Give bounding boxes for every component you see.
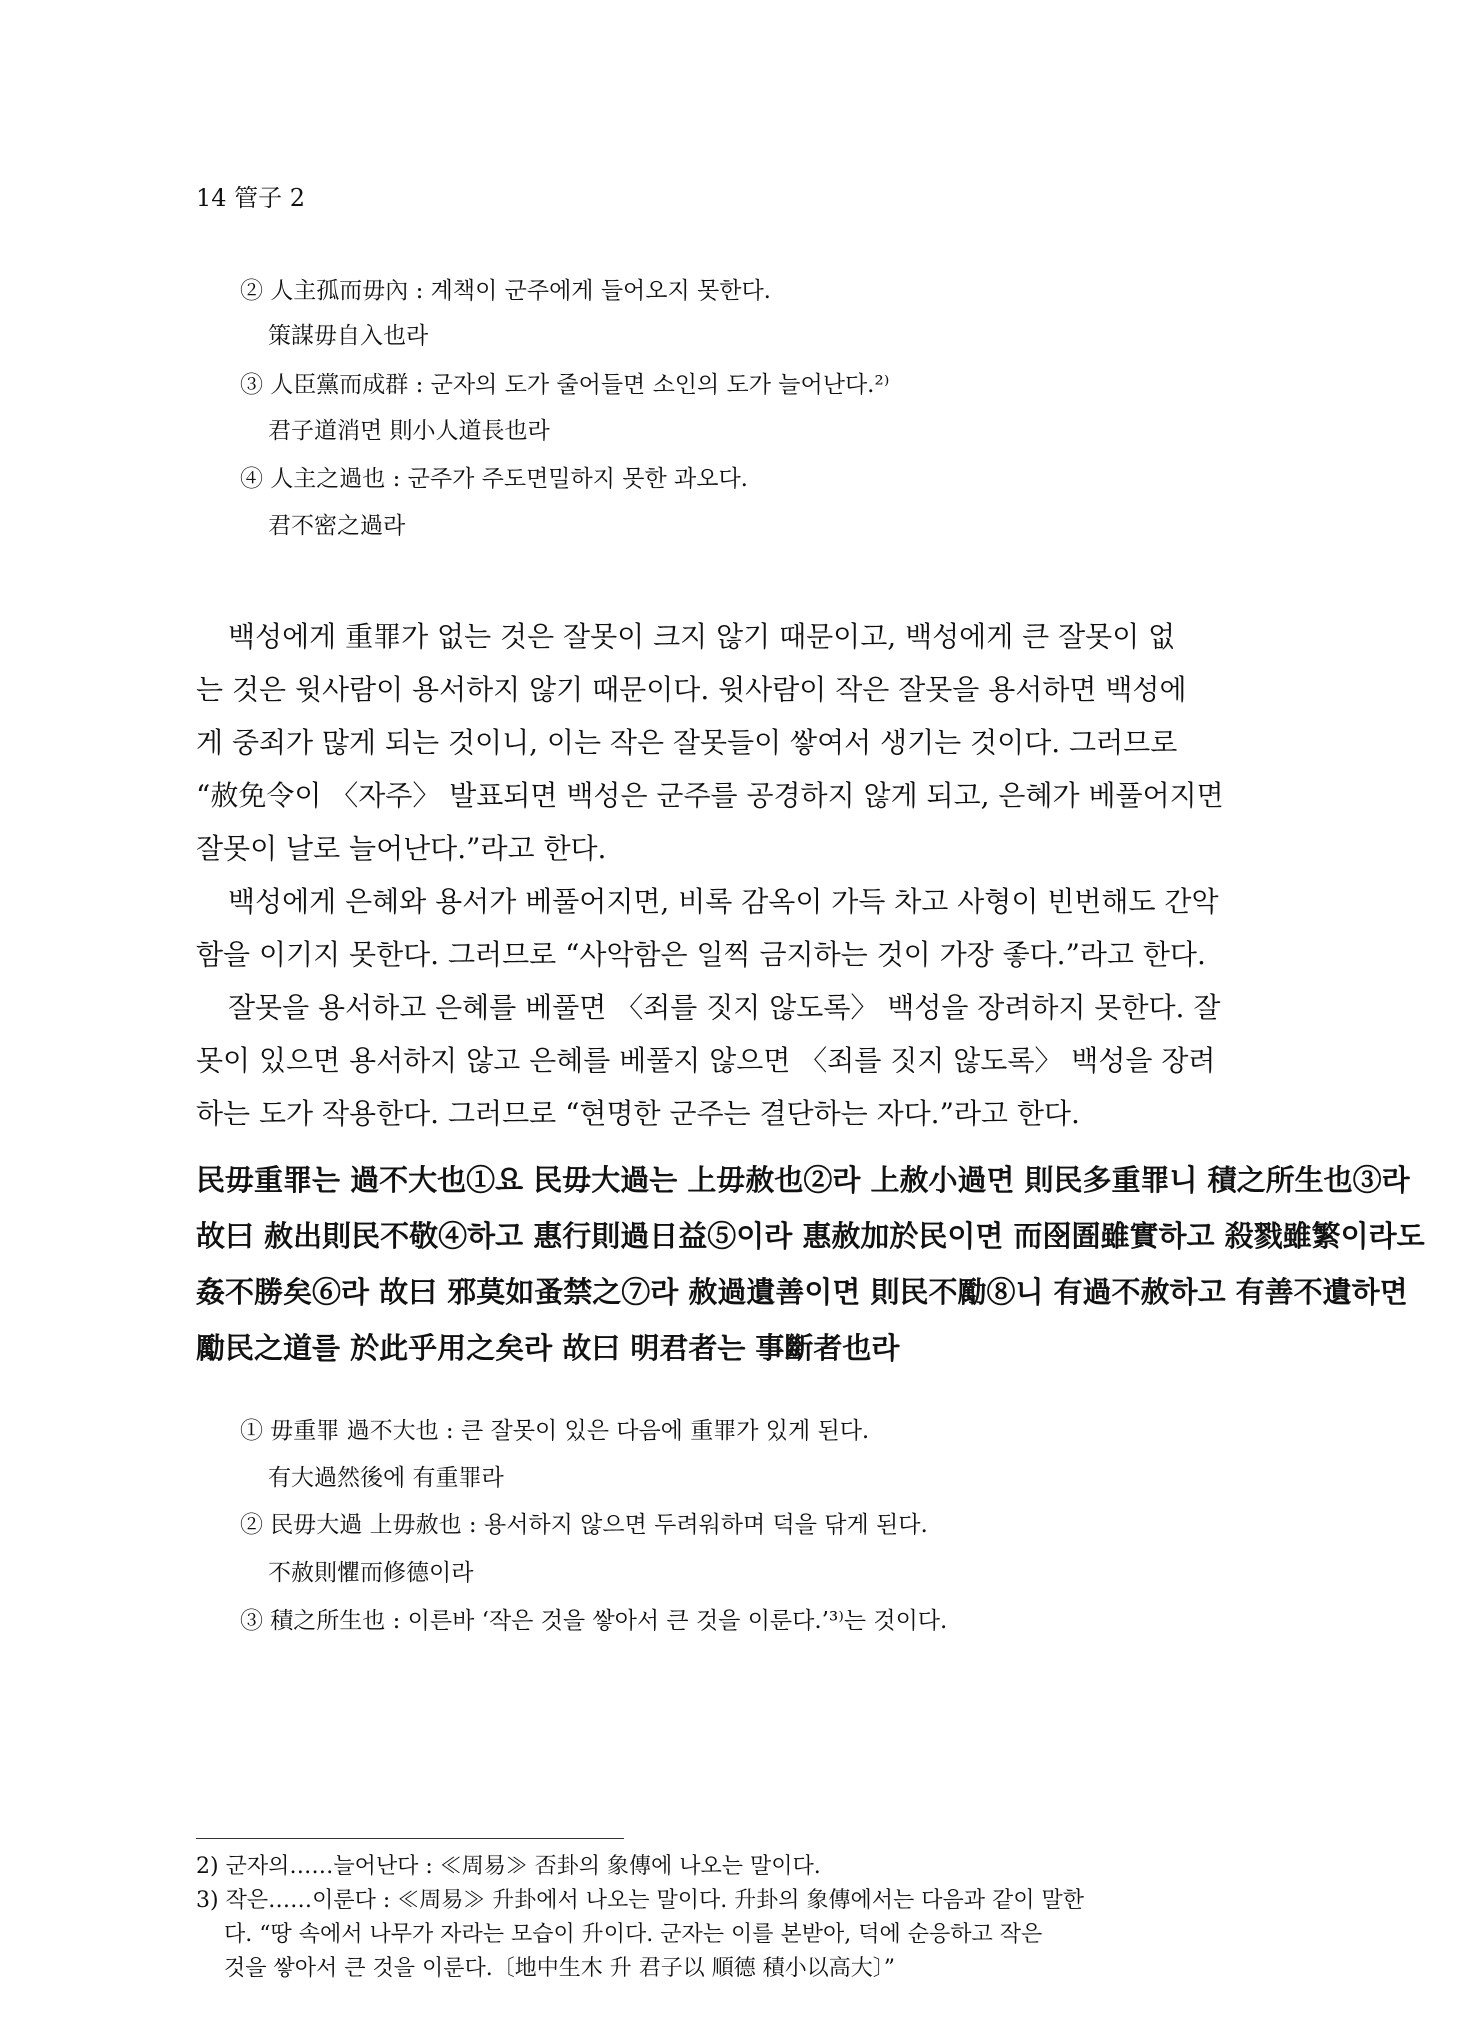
annotation-1: ① 毋重罪 過不大也 : 큰 잘못이 있은 다음에 重罪가 있게 된다. — [240, 1418, 870, 1444]
annotation-3: ③ 人臣黨而成群 : 군자의 도가 줄어들면 소인의 도가 늘어난다.²⁾ — [240, 372, 890, 398]
annotation-2-sub: 策謀毋自入也라 — [268, 323, 429, 349]
paragraph-line: 함을 이기지 못한다. 그러므로 “사악함은 일찍 금지하는 것이 가장 좋다.”라고 한다. — [196, 938, 1206, 971]
annotation-2b-sub: 不赦則懼而修德이라 — [268, 1560, 474, 1586]
original-text-line: 故曰 赦出則民不敬④하고 惠行則過日益⑤이라 惠赦加於民이면 而囹圄雖實하고 殺戮雖繁이라도 — [196, 1219, 1425, 1253]
paragraph-line: “赦免令이 〈자주〉 발표되면 백성은 군주를 공경하지 않게 되고, 은혜가 베풀어지면 — [196, 779, 1224, 812]
page-header: 14 管子 2 — [196, 184, 306, 212]
footnote-2: 2) 군자의……늘어난다 : ≪周易≫ 否卦의 象傳에 나오는 말이다. — [196, 1854, 821, 1879]
footnote-divider — [196, 1838, 624, 1839]
annotation-4-sub: 君不密之過라 — [268, 513, 406, 539]
paragraph-line: 백성에게 重罪가 없는 것은 잘못이 크지 않기 때문이고, 백성에게 큰 잘못이 없 — [228, 620, 1176, 653]
annotation-3-sub: 君子道消면 則小人道長也라 — [268, 418, 550, 444]
footnote-3-cont: 다. “땅 속에서 나무가 자라는 모습이 升이다. 군자는 이를 본받아, 덕에 순응하고 작은 — [224, 1922, 1043, 1947]
annotation-1-sub: 有大過然後에 有重罪라 — [268, 1465, 504, 1491]
annotation-3b: ③ 積之所生也 : 이른바 ‘작은 것을 쌓아서 큰 것을 이룬다.’³⁾는 것이다. — [240, 1608, 948, 1634]
paragraph-line: 잘못을 용서하고 은혜를 베풀면 〈죄를 짓지 않도록〉 백성을 장려하지 못한다. 잘 — [228, 991, 1221, 1024]
annotation-2b: ② 民毋大過 上毋赦也 : 용서하지 않으면 두려워하며 덕을 닦게 된다. — [240, 1512, 928, 1538]
original-text-line: 勵民之道를 於此乎用之矣라 故曰 明君者는 事斷者也라 — [196, 1331, 900, 1365]
original-text-line: 姦不勝矣⑥라 故曰 邪莫如蚤禁之⑦라 赦過遺善이면 則民不勵⑧니 有過不赦하고 有善不遺하면 — [196, 1275, 1408, 1309]
footnote-3-cont: 것을 쌓아서 큰 것을 이룬다.〔地中生木 升 君子以 順德 積小以高大〕” — [224, 1956, 895, 1981]
annotation-4: ④ 人主之過也 : 군주가 주도면밀하지 못한 과오다. — [240, 466, 748, 492]
paragraph-line: 게 중죄가 많게 되는 것이니, 이는 작은 잘못들이 쌓여서 생기는 것이다. 그러므로 — [196, 726, 1178, 759]
paragraph-line: 하는 도가 작용한다. 그러므로 “현명한 군주는 결단하는 자다.”라고 한다. — [196, 1097, 1080, 1130]
paragraph-line: 잘못이 날로 늘어난다.”라고 한다. — [196, 832, 607, 865]
annotation-2: ② 人主孤而毋內 : 계책이 군주에게 들어오지 못한다. — [240, 278, 771, 304]
paragraph-line: 는 것은 윗사람이 용서하지 않기 때문이다. 윗사람이 작은 잘못을 용서하면 백성에 — [196, 673, 1187, 706]
paragraph-line: 못이 있으면 용서하지 않고 은혜를 베풀지 않으면 〈죄를 짓지 않도록〉 백성을 장려 — [196, 1044, 1216, 1077]
paragraph-line: 백성에게 은혜와 용서가 베풀어지면, 비록 감옥이 가득 차고 사형이 빈번해도 간악 — [228, 885, 1219, 918]
footnote-3: 3) 작은……이룬다 : ≪周易≫ 升卦에서 나오는 말이다. 升卦의 象傳에서는 다음과 같이 말한 — [196, 1888, 1084, 1913]
original-text-line: 民毋重罪는 過不大也①요 民毋大過는 上毋赦也②라 上赦小過면 則民多重罪니 積之所生也③라 — [196, 1163, 1410, 1197]
